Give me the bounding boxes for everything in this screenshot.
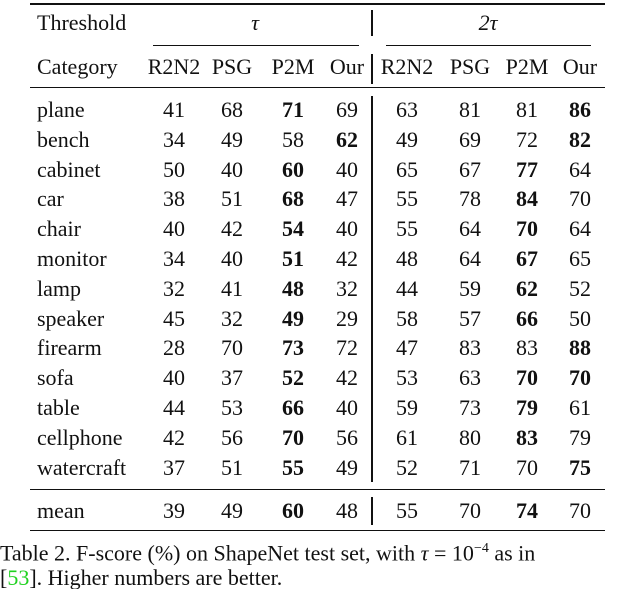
table-cell: 70 <box>516 216 538 242</box>
table-cell: 40 <box>336 395 358 420</box>
divider-header <box>371 54 373 84</box>
table-cell: 39 <box>163 498 185 523</box>
table-cell: 74 <box>516 498 538 523</box>
table-cell: 40 <box>336 156 358 182</box>
group-rule-tau <box>153 45 359 46</box>
row-label-chair: chair <box>37 216 81 242</box>
citation-link[interactable]: 53 <box>7 565 30 589</box>
column-header-our: Our <box>562 54 598 79</box>
column-header-r2n2: R2N2 <box>147 54 201 79</box>
table-cell: 79 <box>516 395 538 420</box>
table-cell: 69 <box>336 97 358 122</box>
table-cell: 49 <box>336 454 358 480</box>
table-cell: 50 <box>163 156 185 182</box>
table-cell: 81 <box>516 97 538 122</box>
table-cell: 56 <box>336 424 358 450</box>
caption-line-1: Table 2. F-score (%) on ShapeNet test set, with $\tau = 10^{-4}$ as in <box>0 540 536 566</box>
threshold-label: Threshold <box>37 10 127 35</box>
table-cell: 70 <box>569 498 591 523</box>
table-cell: 83 <box>516 424 538 450</box>
table-cell: 71 <box>459 454 481 480</box>
table-cell: 40 <box>221 156 243 182</box>
table-cell: 66 <box>282 395 304 420</box>
row-label-cabinet: cabinet <box>37 156 101 182</box>
table-cell: 70 <box>516 454 538 480</box>
table-cell: 44 <box>396 275 418 301</box>
table-cell: 47 <box>396 335 418 361</box>
row-label-mean: mean <box>37 498 85 523</box>
group-rule-2tau <box>386 45 591 46</box>
table-cell: 37 <box>221 365 243 391</box>
table-cell: 56 <box>221 424 243 450</box>
table-cell: 62 <box>516 275 538 301</box>
table-cell: 54 <box>282 216 304 242</box>
table-cell: 88 <box>569 335 591 361</box>
table-cell: 80 <box>459 424 481 450</box>
header-rule <box>30 87 605 88</box>
table-cell: 65 <box>396 156 418 182</box>
row-label-lamp: lamp <box>37 275 81 301</box>
table-cell: 58 <box>282 126 304 152</box>
category-label: Category <box>37 54 118 79</box>
table-cell: 64 <box>459 246 481 271</box>
table-cell: 75 <box>569 454 591 480</box>
column-header-our: Our <box>329 54 365 79</box>
table-cell: 51 <box>221 454 243 480</box>
table-cell: 40 <box>163 216 185 242</box>
table-cell: 79 <box>569 424 591 450</box>
table-cell: 49 <box>282 305 304 331</box>
table-cell: 40 <box>221 246 243 271</box>
table-cell: 49 <box>221 498 243 523</box>
table-cell: 34 <box>163 126 185 152</box>
table-cell: 42 <box>221 216 243 242</box>
table-cell: 34 <box>163 246 185 271</box>
column-header-r2n2: R2N2 <box>380 54 434 79</box>
table-cell: 41 <box>163 97 185 122</box>
table-cell: 64 <box>459 216 481 242</box>
table-cell: 70 <box>282 424 304 450</box>
table-cell: 82 <box>569 126 591 152</box>
column-header-psg: PSG <box>449 54 491 79</box>
table-cell: 58 <box>396 305 418 331</box>
row-label-car: car <box>37 186 64 212</box>
table-cell: 48 <box>282 275 304 301</box>
table-cell: 60 <box>282 498 304 523</box>
table-cell: 49 <box>221 126 243 152</box>
table-cell: 67 <box>459 156 481 182</box>
table-cell: 42 <box>163 424 185 450</box>
table-cell: 48 <box>336 498 358 523</box>
table-cell: 59 <box>459 275 481 301</box>
table-cell: 68 <box>221 97 243 122</box>
column-header-psg: PSG <box>211 54 253 79</box>
bottom-rule <box>30 530 605 531</box>
table-cell: 72 <box>516 126 538 152</box>
table-cell: 70 <box>569 365 591 391</box>
table-cell: 49 <box>396 126 418 152</box>
table-cell: 64 <box>569 216 591 242</box>
table-cell: 53 <box>221 395 243 420</box>
table-cell: 48 <box>396 246 418 271</box>
table-cell: 37 <box>163 454 185 480</box>
table-cell: 29 <box>336 305 358 331</box>
table-cell: 32 <box>221 305 243 331</box>
row-label-monitor: monitor <box>37 246 107 271</box>
table-cell: 61 <box>396 424 418 450</box>
row-label-cellphone: cellphone <box>37 424 123 450</box>
table-cell: 51 <box>221 186 243 212</box>
table-cell: 70 <box>569 186 591 212</box>
caption-line-2: [53]. Higher numbers are better. <box>0 565 283 589</box>
table-cell: 41 <box>221 275 243 301</box>
table-cell: 38 <box>163 186 185 212</box>
table-cell: 44 <box>163 395 185 420</box>
table-cell: 70 <box>516 365 538 391</box>
row-label-table: table <box>37 395 80 420</box>
table-cell: 55 <box>396 216 418 242</box>
table-cell: 69 <box>459 126 481 152</box>
table-cell: 63 <box>396 97 418 122</box>
table-cell: 60 <box>282 156 304 182</box>
table-cell: 59 <box>396 395 418 420</box>
row-label-speaker: speaker <box>37 305 105 331</box>
table-cell: 83 <box>516 335 538 361</box>
table-cell: 45 <box>163 305 185 331</box>
table-cell: 84 <box>516 186 538 212</box>
table-cell: 52 <box>396 454 418 480</box>
table-cell: 73 <box>459 395 481 420</box>
group-tau: τ <box>251 10 259 35</box>
divider-threshold <box>371 10 373 36</box>
table-cell: 62 <box>336 126 358 152</box>
table-cell: 40 <box>336 216 358 242</box>
table-cell: 42 <box>336 246 358 271</box>
top-rule <box>30 3 605 5</box>
table-cell: 73 <box>282 335 304 361</box>
group-2tau: 2τ <box>478 10 498 35</box>
table-cell: 42 <box>336 365 358 391</box>
table-cell: 83 <box>459 335 481 361</box>
row-label-plane: plane <box>37 97 85 122</box>
table-cell: 52 <box>569 275 591 301</box>
table-cell: 47 <box>336 186 358 212</box>
table-cell: 64 <box>569 156 591 182</box>
table-cell: 65 <box>569 246 591 271</box>
table-cell: 71 <box>282 97 304 122</box>
table-cell: 40 <box>163 365 185 391</box>
table-cell: 78 <box>459 186 481 212</box>
table-cell: 61 <box>569 395 591 420</box>
table-cell: 52 <box>282 365 304 391</box>
table-cell: 66 <box>516 305 538 331</box>
table-cell: 67 <box>516 246 538 271</box>
table-cell: 28 <box>163 335 185 361</box>
row-label-bench: bench <box>37 126 90 152</box>
table-cell: 51 <box>282 246 304 271</box>
table-cell: 72 <box>336 335 358 361</box>
table-cell: 81 <box>459 97 481 122</box>
row-label-firearm: firearm <box>37 335 102 361</box>
table-cell: 50 <box>569 305 591 331</box>
table-cell: 86 <box>569 97 591 122</box>
mean-rule <box>30 489 605 490</box>
table-cell: 57 <box>459 305 481 331</box>
table-cell: 55 <box>282 454 304 480</box>
table-cell: 55 <box>396 498 418 523</box>
row-label-watercraft: watercraft <box>37 454 127 480</box>
table-cell: 63 <box>459 365 481 391</box>
divider-body <box>371 96 373 482</box>
row-label-sofa: sofa <box>37 365 74 391</box>
table-cell: 70 <box>459 498 481 523</box>
table-cell: 68 <box>282 186 304 212</box>
table-cell: 77 <box>516 156 538 182</box>
table-cell: 70 <box>221 335 243 361</box>
column-header-p2m: P2M <box>271 54 315 79</box>
table-cell: 32 <box>163 275 185 301</box>
column-header-p2m: P2M <box>505 54 549 79</box>
divider-mean <box>371 497 373 525</box>
table-cell: 32 <box>336 275 358 301</box>
table-cell: 53 <box>396 365 418 391</box>
table-cell: 55 <box>396 186 418 212</box>
